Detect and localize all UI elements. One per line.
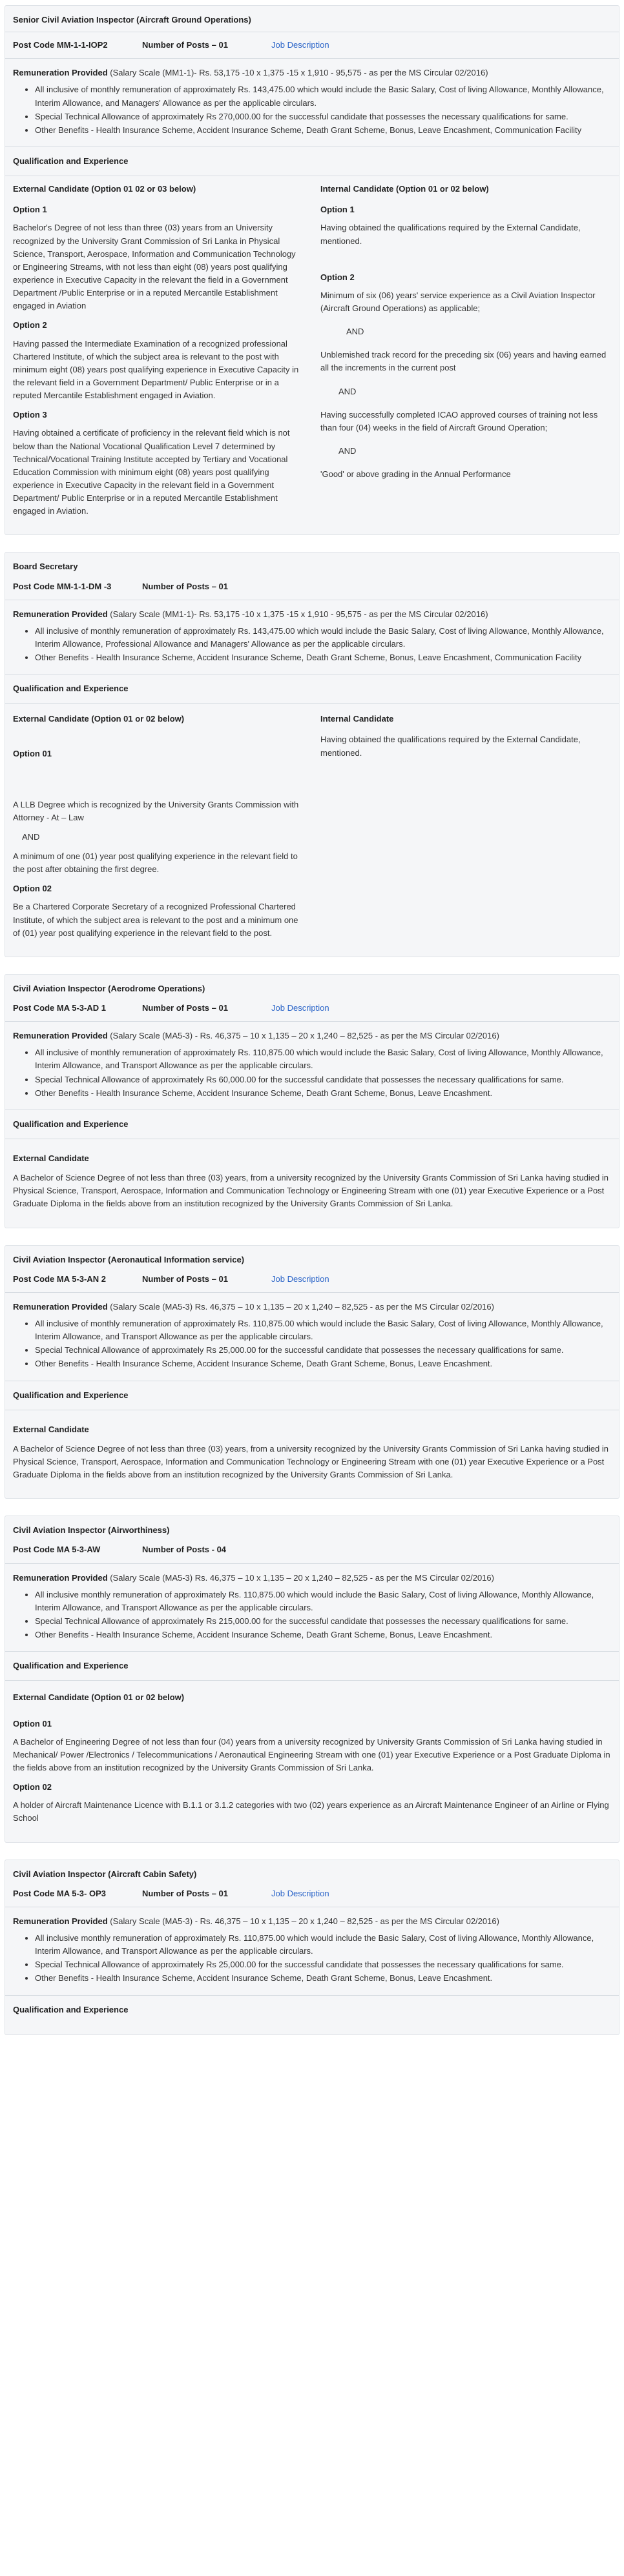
benefits-list: [13, 83, 611, 137]
internal-candidate-column: [320, 183, 611, 524]
option-text: Bachelor's Degree of not less than three (03) years from an University recognized by the University Grant Commission of Sri Lanka in Physical Science, Transport, Aerospace, Information and Communication Technology or Engineering Streams, with not less than eight (08) years post qualifying experience in Executive Capacity in the relevant the field in a Government Department /Public Enterprise or in a reputed Mercantile Establishment engaged in Aviation: [13, 223, 296, 311]
remuneration: [13, 1907, 611, 1985]
option-heading: Option 2: [320, 272, 355, 282]
list-item: • All inclusive of monthly remuneration of approximately Rs. 143,475.00 which would include the Basic Salary, Cost of living Allowance, Monthly Allowance, Interim Allowance, and Managers' Allowance as per the applicable circulars.: [35, 83, 611, 109]
job-title: Civil Aviation Inspector (Aerodrome Operations): [13, 983, 205, 993]
qualification-heading: Qualification and Experience: [13, 1390, 129, 1400]
internal-candidate-heading: Internal Candidate: [320, 714, 394, 724]
num-posts: Number of Posts – 01: [142, 1888, 228, 1898]
and-connector: AND: [346, 327, 364, 337]
option-heading: Option 1: [320, 205, 355, 215]
option-text: Unblemished track record for the preceding six (06) years and having earned all the increments in the current post: [320, 350, 607, 373]
post-info: [13, 579, 611, 600]
post-code: Post Code MA 5-3-AN 2: [13, 1273, 106, 1284]
remuneration-label: Remuneration Provided: [13, 1301, 108, 1312]
post-info: [13, 1000, 611, 1021]
job-card-aerodrome-operations: [5, 974, 619, 1228]
remuneration-label: Remuneration Provided: [13, 68, 108, 78]
list-item: • Other Benefits - Health Insurance Scheme, Accident Insurance Scheme, Death Grant Scheme, Bonus, Leave Encashment.: [35, 1087, 611, 1100]
option-heading: Option 2: [13, 320, 47, 330]
job-card-senior-inspector: [5, 5, 619, 535]
option-text: Be a Chartered Corporate Secretary of a recognized Professional Chartered Institute, of which the subject area is relevant to the post and a minimum one of (01) year post qualifying experience in the relevant field to the post.: [13, 902, 298, 938]
list-item: • Other Benefits - Health Insurance Scheme, Accident Insurance Scheme, Death Grant Scheme, Bonus, Leave Encashment, Communication Facility: [35, 651, 611, 664]
option-text: A minimum of one (01) year post qualifying experience in the relevant field to the post after obtaining the first degree.: [13, 851, 298, 875]
remuneration-label: Remuneration Provided: [13, 1916, 108, 1926]
candidate-columns: [13, 176, 611, 524]
option-heading: Option 02: [13, 1782, 52, 1792]
option-text: A holder of Aircraft Maintenance Licence with B.1.1 or 3.1.2 categories with two (02) years experience as an Aircraft Maintenance Engineer of an Airline or Flying School: [13, 1800, 609, 1823]
qualification-heading: Qualification and Experience: [13, 2004, 129, 2014]
external-candidate-heading: External Candidate: [13, 1153, 89, 1164]
list-item: • All inclusive of monthly remuneration of approximately Rs. 143,475.00 which would include the Basic Salary, Cost of living Allowance, Monthly Allowance, Interim Allowance, Professional Allowance and Managers' Allowance as per the applicable circulars.: [35, 625, 611, 651]
num-posts: Number of Posts - 04: [142, 1545, 227, 1555]
list-item: • Special Technical Allowance of approximately Rs 60,000.00 for the successful candidate that possesses the necessary qualifications for same.: [35, 1073, 611, 1086]
job-description-link[interactable]: Job Description: [271, 1888, 329, 1898]
and-connector: AND: [338, 386, 357, 396]
candidate-columns: [13, 704, 611, 946]
list-item: • Special Technical Allowance of approximately Rs 215,000.00 for the successful candidate that possesses the necessary qualifications for same.: [35, 1615, 611, 1628]
remuneration-label: Remuneration Provided: [13, 1572, 108, 1583]
list-item: • Other Benefits - Health Insurance Scheme, Accident Insurance Scheme, Death Grant Scheme, Bonus, Leave Encashment.: [35, 1357, 611, 1370]
and-connector: AND: [22, 831, 40, 842]
internal-candidate-heading: Internal Candidate (Option 01 or 02 below): [320, 184, 489, 194]
option-heading: Option 1: [13, 205, 47, 215]
remuneration: [13, 1564, 611, 1642]
salary-scale: (Salary Scale (MM1-1)- Rs. 53,175 -10 x 1,375 -15 x 1,910 - 95,575 - as per the MS Circular 02/2016): [107, 609, 488, 619]
option-text: Having obtained a certificate of proficiency in the relevant field which is not below than the National Vocational Qualification Level 7 determined by Technical/Vocational Training Institute accepted by Tertiary and Vocational Education Commission with minimum eight (08) years post qualifying experience in Executive Capacity in the relevant field in a Government Department/ Public Enterprise or in a reputed Mercantile Establishment engaged in Aviation.: [13, 428, 290, 516]
job-title: Board Secretary: [13, 562, 78, 572]
post-info: [13, 1886, 611, 1907]
list-item: • Other Benefits - Health Insurance Scheme, Accident Insurance Scheme, Death Grant Scheme, Bonus, Leave Encashment, Communication Facility: [35, 124, 611, 137]
list-item: • All inclusive of monthly remuneration of approximately Rs. 110,875.00 which would include the Basic Salary, Cost of living Allowance, Monthly Allowance, Interim Allowance, and Transport Allowance as per the applicable circulars.: [35, 1046, 611, 1072]
option-heading: Option 01: [13, 749, 52, 759]
external-candidate-heading: External Candidate (Option 01 or 02 below): [13, 714, 185, 724]
list-item: • All inclusive monthly remuneration of approximately Rs. 110,875.00 which would include the Basic Salary, Cost of living Allowance, Monthly Allowance, Interim Allowance, and Transport Allowance as per the applicable circulars.: [35, 1588, 611, 1614]
job-title: Civil Aviation Inspector (Airworthiness): [13, 1525, 170, 1536]
external-candidate-column: [13, 183, 304, 524]
list-item: • Special Technical Allowance of approximately Rs 25,000.00 for the successful candidate that possesses the necessary qualifications for same.: [35, 1958, 611, 1971]
option-text: Having obtained the qualifications required by the External Candidate, mentioned.: [320, 223, 581, 246]
job-card-cabin-safety: [5, 1860, 619, 2035]
post-code: Post Code MM-1-1-DM -3: [13, 581, 112, 591]
post-code: Post Code MA 5-3- OP3: [13, 1888, 106, 1898]
job-title: Civil Aviation Inspector (Aircraft Cabin Safety): [13, 1869, 197, 1879]
salary-scale: (Salary Scale (MM1-1)- Rs. 53,175 -10 x 1,375 -15 x 1,910 - 95,575 - as per the MS Circular 02/2016): [107, 68, 488, 78]
salary-scale: (Salary Scale (MA5-3) Rs. 46,375 – 10 x 1,135 – 20 x 1,240 – 82,525 - as per the MS Circular 02/2016): [107, 1572, 494, 1583]
benefits-list: [13, 1588, 611, 1642]
post-info: [13, 32, 611, 58]
external-candidate-text: A Bachelor of Science Degree of not less than three (03) years, from a university recognized by the University Grants Commission of Sri Lanka having studied in Physical Science, Transport, Aerospace, Information and Communication Technology or Engineering Stream with one (01) year Executive Experience or a Post Graduate Diploma in the fields above from an institution recognized by the University Grants Commission of Sri Lanka.: [13, 1443, 609, 1480]
benefits-list: [13, 625, 611, 664]
list-item: • Special Technical Allowance of approximately Rs 25,000.00 for the successful candidate that possesses the necessary qualifications for same.: [35, 1344, 611, 1357]
num-posts: Number of Posts – 01: [142, 40, 228, 50]
and-connector: AND: [338, 445, 357, 456]
job-title: Civil Aviation Inspector (Aeronautical Information service): [13, 1254, 245, 1264]
list-item: • Other Benefits - Health Insurance Scheme, Accident Insurance Scheme, Death Grant Scheme, Bonus, Leave Encashment.: [35, 1628, 611, 1641]
option-text: 'Good' or above grading in the Annual Performance: [320, 469, 511, 480]
external-candidate-text: A Bachelor of Science Degree of not less than three (03) years, from a university recognized by the University Grants Commission of Sri Lanka having studied in Physical Science, Transport, Aerospace, Information and Communication Technology or Engineering Stream with one (01) year Executive Experience or a Post Graduate Diploma in the fields above from an institution recognized by the University Grants Commission of Sri Lanka.: [13, 1173, 609, 1209]
remuneration: [13, 600, 611, 665]
salary-scale: (Salary Scale (MA5-3) Rs. 46,375 – 10 x 1,135 – 20 x 1,240 – 82,525 - as per the MS Circular 02/2016): [107, 1301, 494, 1312]
option-heading: Option 02: [13, 884, 52, 894]
option-text: A LLB Degree which is recognized by the University Grants Commission with Attorney - At – Law: [13, 799, 299, 822]
post-info: [13, 1272, 611, 1292]
num-posts: Number of Posts – 01: [142, 581, 228, 591]
qualification-heading: Qualification and Experience: [13, 1661, 129, 1671]
list-item: • Special Technical Allowance of approximately Rs 270,000.00 for the successful candidate that possesses the necessary qualifications for same.: [35, 110, 611, 123]
job-card-board-secretary: [5, 552, 619, 957]
job-description-link[interactable]: Job Description: [271, 40, 329, 50]
option-text: Minimum of six (06) years' service experience as a Civil Aviation Inspector (Aircraft Ground Operations) as applicable;: [320, 290, 596, 313]
list-item: • All inclusive monthly remuneration of approximately Rs. 110,875.00 which would include the Basic Salary, Cost of living Allowance, Monthly Allowance, Interim Allowance, and Transport Allowance as per the applicable circulars.: [35, 1932, 611, 1958]
external-candidate-heading: External Candidate (Option 01 02 or 03 below): [13, 184, 196, 194]
post-code: Post Code MA 5-3-AD 1: [13, 1003, 106, 1013]
list-item: • Other Benefits - Health Insurance Scheme, Accident Insurance Scheme, Death Grant Scheme, Bonus, Leave Encashment.: [35, 1972, 611, 1985]
internal-candidate-column: [320, 713, 611, 946]
option-heading: Option 3: [13, 410, 47, 420]
remuneration-label: Remuneration Provided: [13, 1031, 108, 1041]
option-heading: Option 01: [13, 1718, 52, 1729]
remuneration: [13, 59, 611, 137]
option-text: Having successfully completed ICAO approved courses of training not less than four (04) weeks in the field of Aircraft Ground Operation;: [320, 409, 598, 432]
external-candidate-column: [13, 713, 304, 946]
job-card-airworthiness: [5, 1516, 619, 1842]
external-candidate-heading: External Candidate: [13, 1424, 89, 1434]
remuneration-label: Remuneration Provided: [13, 609, 108, 619]
list-item: • All inclusive of monthly remuneration of approximately Rs. 110,875.00 which would include the Basic Salary, Cost of living Allowance, Monthly Allowance, Interim Allowance, and Transport Allowance as per the applicable circulars.: [35, 1317, 611, 1343]
post-code: Post Code MA 5-3-AW: [13, 1545, 101, 1555]
benefits-list: [13, 1317, 611, 1371]
job-description-link[interactable]: Job Description: [271, 1003, 329, 1013]
remuneration: [13, 1022, 611, 1100]
qualification-heading: Qualification and Experience: [13, 156, 129, 166]
num-posts: Number of Posts – 01: [142, 1003, 228, 1013]
remuneration: [13, 1293, 611, 1371]
num-posts: Number of Posts – 01: [142, 1273, 228, 1284]
external-candidate-heading: External Candidate (Option 01 or 02 below): [13, 1692, 185, 1703]
salary-scale: (Salary Scale (MA5-3) - Rs. 46,375 – 10 x 1,135 – 20 x 1,240 – 82,525 - as per the MS Circular 02/2016): [107, 1031, 499, 1041]
post-code: Post Code MM-1-1-IOP2: [13, 40, 108, 50]
job-card-aeronautical-information: [5, 1245, 619, 1499]
option-text: Having obtained the qualifications required by the External Candidate, mentioned.: [320, 735, 581, 758]
salary-scale: (Salary Scale (MA5-3) - Rs. 46,375 – 10 x 1,135 – 20 x 1,240 – 82,525 - as per the MS Circular 02/2016): [107, 1916, 499, 1926]
benefits-list: [13, 1932, 611, 1985]
option-text: A Bachelor of Engineering Degree of not less than four (04) years from a university recognized by University Grants Commission of Sri Lanka having studied in Mechanical/ Power /Electronics / Telecommunications / Aeronautical Engineering Stream with one (01) year Executive Experience or a Post Graduate Diploma in the fields above from an institution recognized by the University Grants Commission of Sri Lanka.: [13, 1736, 610, 1772]
option-text: Having passed the Intermediate Examination of a recognized professional Chartered Institute, of which the subject area is relevant to the post with minimum eight (08) years post qualifying experience in Executive Capacity in the relevant field in a Government Department/ Public Enterprise or in a reputed Mercantile Establishment engaged in Aviation.: [13, 338, 299, 401]
benefits-list: [13, 1046, 611, 1100]
job-description-link[interactable]: Job Description: [271, 1273, 329, 1284]
job-title: Senior Civil Aviation Inspector (Aircraft Ground Operations): [13, 15, 251, 25]
qualification-heading: Qualification and Experience: [13, 1119, 129, 1129]
qualification-heading: Qualification and Experience: [13, 684, 129, 694]
post-info: [13, 1542, 611, 1563]
